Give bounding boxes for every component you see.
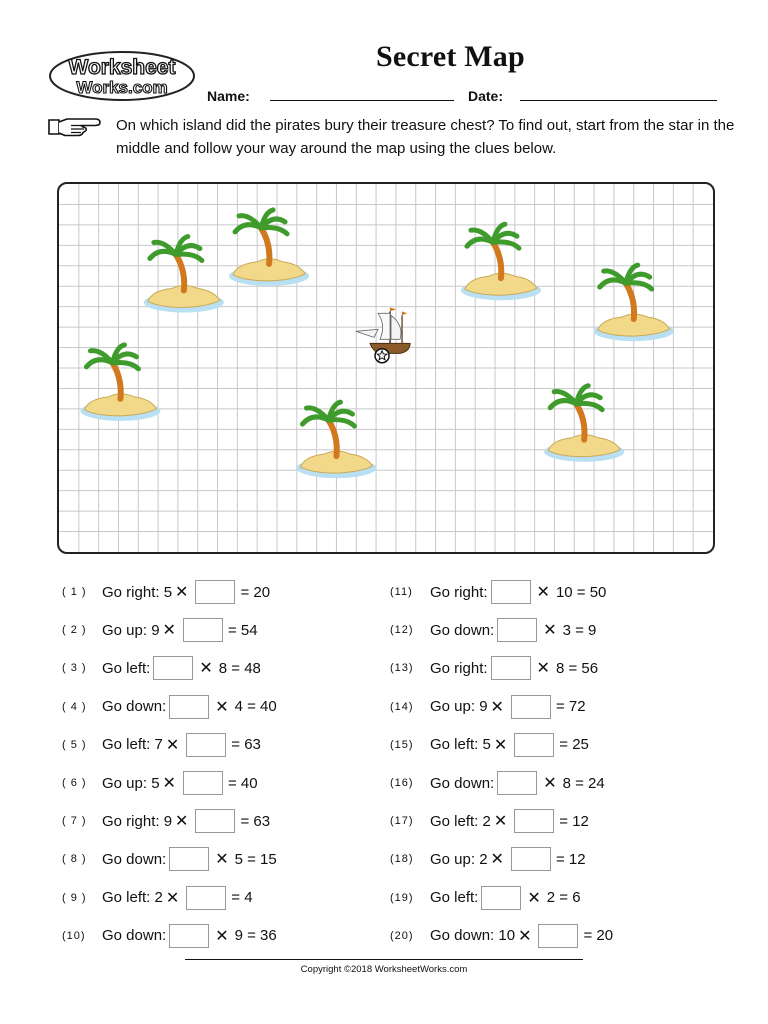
- answer-box[interactable]: [538, 924, 578, 948]
- clue-equation: = 63: [240, 812, 271, 830]
- clue-number: ( 8 ): [62, 853, 87, 866]
- multiply-icon: ✕: [493, 736, 508, 754]
- clue-equation: 10 = 50: [555, 583, 607, 601]
- answer-box[interactable]: [497, 771, 537, 795]
- answer-box[interactable]: [153, 656, 193, 680]
- clue-18: [390, 846, 586, 872]
- pointing-hand-icon: [47, 116, 103, 138]
- answer-box[interactable]: [497, 618, 537, 642]
- island-4: [594, 265, 674, 341]
- clue-number: (12): [390, 624, 414, 637]
- multiply-icon: ✕: [215, 851, 229, 869]
- clue-equation: 8 = 48: [218, 659, 261, 677]
- answer-box[interactable]: [511, 695, 551, 719]
- answer-box[interactable]: [195, 809, 235, 833]
- clue-direction: Go left:: [102, 659, 151, 677]
- clue-direction: Go down:: [430, 774, 495, 792]
- worksheetworks-logo: [48, 50, 196, 102]
- clue-number: ( 4 ): [62, 700, 87, 713]
- clue-number: ( 7 ): [62, 815, 87, 828]
- clue-direction: Go down: 10: [430, 927, 516, 945]
- clue-10: [62, 923, 277, 949]
- clue-direction: Go down:: [102, 850, 167, 868]
- clue-equation: 9 = 36: [234, 927, 277, 945]
- multiply-icon: ✕: [165, 736, 180, 754]
- clue-number: ( 3 ): [62, 662, 87, 675]
- island-6: [296, 402, 376, 478]
- clue-6: [62, 770, 258, 796]
- multiply-icon: ✕: [215, 927, 229, 945]
- clue-number: (11): [390, 586, 413, 598]
- multiply-icon: ✕: [543, 775, 557, 792]
- island-7: [544, 386, 624, 462]
- clue-direction: Go left: 2: [102, 889, 163, 907]
- clue-number: (14): [390, 700, 414, 713]
- clue-1: [62, 579, 270, 605]
- clue-5: [62, 732, 261, 758]
- start-star-icon: [375, 349, 389, 363]
- multiply-icon: ✕: [490, 698, 504, 716]
- answer-box[interactable]: [514, 809, 554, 833]
- clue-direction: Go up: 2: [430, 850, 488, 868]
- clue-equation: = 63: [231, 736, 261, 754]
- clue-number: (18): [390, 853, 414, 866]
- clue-11: [390, 579, 606, 605]
- clue-equation: 2 = 6: [546, 889, 581, 907]
- date-label: Date:: [468, 88, 504, 104]
- clue-number: ( 5 ): [62, 738, 87, 751]
- clue-2: [62, 617, 258, 643]
- clue-direction: Go right:: [430, 659, 488, 677]
- answer-box[interactable]: [169, 924, 209, 948]
- name-field[interactable]: [270, 100, 454, 101]
- multiply-icon: ✕: [536, 584, 550, 601]
- clue-number: ( 1 ): [62, 586, 87, 598]
- answer-box[interactable]: [169, 695, 209, 719]
- clue-direction: Go left: 2: [430, 812, 491, 830]
- answer-box[interactable]: [183, 618, 223, 642]
- copyright-text: Copyright ©2018 WorksheetWorks.com: [300, 964, 468, 975]
- clue-direction: Go down:: [102, 927, 167, 945]
- clue-equation: = 40: [227, 774, 258, 792]
- clue-3: [62, 655, 261, 681]
- clue-direction: Go up: 9: [102, 621, 160, 639]
- answer-box[interactable]: [186, 733, 226, 757]
- name-label: Name:: [207, 88, 250, 104]
- multiply-icon: ✕: [175, 584, 189, 601]
- clue-15: [390, 732, 589, 758]
- multiply-icon: ✕: [162, 775, 176, 792]
- clue-equation: 5 = 15: [234, 850, 277, 868]
- clue-equation: = 4: [231, 889, 253, 907]
- clue-direction: Go up: 5: [102, 774, 160, 792]
- multiply-icon: ✕: [493, 813, 508, 831]
- clue-equation: = 25: [559, 736, 589, 754]
- clue-direction: Go left:: [430, 889, 479, 907]
- answer-box[interactable]: [169, 847, 209, 871]
- clue-direction: Go left: 7: [102, 736, 163, 754]
- date-field[interactable]: [520, 100, 717, 101]
- multiply-icon: ✕: [527, 889, 541, 907]
- clue-equation: 3 = 9: [562, 621, 597, 639]
- clue-number: (17): [390, 815, 414, 828]
- clue-12: [390, 617, 596, 643]
- clue-equation: 4 = 40: [234, 698, 277, 716]
- island-5: [80, 345, 160, 421]
- answer-box[interactable]: [183, 771, 223, 795]
- clue-direction: Go right: 9: [102, 812, 173, 830]
- clue-number: (10): [62, 929, 86, 942]
- clue-number: (15): [390, 738, 414, 751]
- clue-4: [62, 694, 277, 720]
- clue-equation: = 20: [240, 583, 271, 601]
- multiply-icon: ✕: [199, 660, 213, 678]
- map-canvas: [59, 184, 713, 552]
- map-grid: [59, 184, 713, 552]
- answer-box[interactable]: [491, 656, 531, 680]
- multiply-icon: ✕: [162, 622, 176, 640]
- clue-equation: = 54: [227, 621, 258, 639]
- clue-20: [390, 923, 613, 949]
- clue-number: ( 6 ): [62, 777, 87, 789]
- clue-equation: = 12: [559, 812, 589, 830]
- clue-13: [390, 655, 598, 681]
- clue-7: [62, 808, 270, 834]
- logo-line-1: Worksheet: [68, 56, 176, 79]
- clue-number: ( 9 ): [62, 891, 87, 904]
- answer-box[interactable]: [195, 580, 235, 604]
- multiply-icon: ✕: [490, 851, 504, 869]
- instructions-text: On which island did the pirates bury their treasure chest? To find out, start from the star in the middle and follow your way around the map using the clues below.: [116, 117, 735, 157]
- clue-number: ( 2 ): [62, 624, 87, 637]
- clue-direction: Go down:: [102, 698, 167, 716]
- clue-direction: Go left: 5: [430, 736, 491, 754]
- multiply-icon: ✕: [518, 927, 532, 945]
- clue-17: [390, 808, 589, 834]
- clue-direction: Go down:: [430, 621, 495, 639]
- multiply-icon: ✕: [165, 889, 180, 907]
- clue-14: [390, 694, 586, 720]
- clue-number: (19): [390, 891, 414, 904]
- pirate-ship-icon: [356, 307, 410, 353]
- clue-equation: 8 = 24: [562, 774, 605, 792]
- clue-19: [390, 885, 581, 911]
- multiply-icon: ✕: [215, 698, 229, 716]
- clue-16: [390, 770, 605, 796]
- clue-9: [62, 885, 253, 911]
- island-3: [461, 224, 541, 300]
- clue-equation: 8 = 56: [555, 659, 599, 677]
- clue-8: [62, 846, 277, 872]
- page-title: Secret Map: [376, 40, 525, 73]
- clue-equation: = 72: [555, 698, 586, 716]
- clue-direction: Go right:: [430, 583, 488, 601]
- answer-box[interactable]: [511, 847, 551, 871]
- multiply-icon: ✕: [175, 813, 189, 831]
- island-1: [144, 236, 224, 312]
- clue-number: (13): [390, 662, 414, 675]
- clue-equation: = 12: [555, 850, 586, 868]
- clue-equation: = 20: [583, 927, 614, 945]
- answer-box[interactable]: [491, 580, 531, 604]
- footer-divider: [185, 959, 583, 960]
- answer-box[interactable]: [186, 886, 226, 910]
- clue-number: (16): [390, 777, 414, 789]
- answer-box[interactable]: [481, 886, 521, 910]
- clue-number: (20): [390, 929, 414, 942]
- clue-direction: Go up: 9: [430, 698, 488, 716]
- multiply-icon: ✕: [536, 660, 550, 678]
- logo-line-2: Works.com: [76, 78, 168, 97]
- answer-box[interactable]: [514, 733, 554, 757]
- clue-direction: Go right: 5: [102, 583, 173, 601]
- multiply-icon: ✕: [543, 622, 557, 640]
- treasure-map: [57, 182, 715, 554]
